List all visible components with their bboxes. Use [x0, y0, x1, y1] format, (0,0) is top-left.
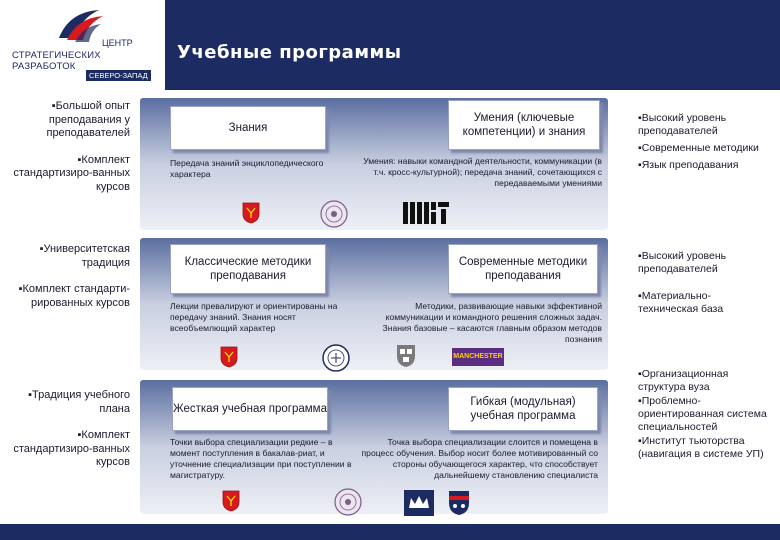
desc-modern-methods: Методики, развивающие навыки эффективной коммуникации и командного решения сложных задач. Знания базовые – касаются главным образом методов познания [382, 301, 602, 344]
page-title: Учебные программы [177, 42, 402, 63]
spbgu-crest-icon [242, 202, 260, 224]
harvard-shield-icon [396, 344, 416, 368]
university-seal-icon [334, 488, 362, 516]
left-cell-2 [0, 243, 134, 323]
spbgu-crest-icon [222, 490, 240, 512]
right-item: ▪Современные методики [638, 142, 759, 154]
footer-bar [0, 524, 780, 540]
right-cell-1 [638, 112, 768, 176]
left-item: ▪Традиция учебного плана [28, 389, 130, 415]
header [165, 0, 780, 90]
card-flexible-program: Гибкая (модульная) учебная программа [448, 387, 598, 431]
right-cell-2 [638, 250, 768, 320]
logo-center-label: ЦЕНТР [102, 38, 133, 48]
desc-flexible-program: Точка выбора специализации слоится и помещена в процесс обучения. Выбор носит более мотивированный со стороны обучающегося характер, что способствует дальнейшему становлению специалиста [361, 437, 598, 480]
flag-icon [55, 8, 105, 48]
manchester-logo-icon: MANCHESTER [452, 348, 504, 366]
right-item: ▪Институт тьюторства (навигация в системе УП) [638, 435, 764, 460]
left-item: ▪Комплект стандартизиро-ванных курсов [13, 153, 130, 193]
card-knowledge: Знания [170, 106, 326, 150]
right-item: ▪Высокий уровень преподавателей [638, 112, 727, 137]
penn-shield-icon [448, 490, 470, 516]
desc-rigid-program: Точки выбора специализации редкие – в момент поступления в бакалав-риат, и уточнение специализации при поступлении в магистратуру. [170, 437, 352, 480]
mit-logo-icon [402, 200, 450, 226]
logo-name: СТРАТЕГИЧЕСКИХ РАЗРАБОТОК [12, 50, 101, 72]
spbgu-crest-icon [220, 346, 238, 368]
logo [0, 0, 165, 90]
desc-classic-methods: Лекции превалируют и ориентированы на передачу знаний. Знания носят всеобъемлющий характер [170, 301, 338, 333]
right-item: ▪Язык преподавания [638, 159, 739, 171]
left-item: ▪Университетская традиция [39, 243, 130, 269]
card-rigid-program: Жесткая учебная программа [172, 387, 328, 431]
logo-tagline: СЕВЕРО-ЗАПАД [86, 70, 151, 81]
right-item: ▪Материально-техническая база [638, 290, 724, 315]
right-cell-3 [638, 368, 768, 462]
right-item: ▪Проблемно-ориентированная система специальностей [638, 395, 767, 433]
left-item: ▪Комплект стандарти-рированных курсов [18, 283, 130, 309]
desc-skills: Умения: навыки командной деятельности, коммуникации (в т.ч. кросс-культурной); передача знаний, сочетающихся с передаваемыми умениями [363, 156, 602, 188]
university-seal-icon [320, 200, 348, 228]
card-modern-methods: Современные методики преподавания [448, 244, 598, 294]
right-item: ▪Организационная структура вуза [638, 368, 729, 393]
card-classic-methods: Классические методики преподавания [170, 244, 326, 294]
left-item: ▪Комплект стандартизиро-ванных курсов [13, 429, 130, 468]
right-item: ▪Высокий уровень преподавателей [638, 250, 727, 275]
left-cell-3 [0, 389, 134, 483]
left-item: ▪Большой опыт преподавания у преподавателей [46, 100, 130, 139]
card-skills: Умения (ключевые компетенции) и знания [448, 100, 600, 150]
columbia-crown-icon [404, 490, 434, 516]
university-seal-icon [322, 344, 350, 372]
desc-knowledge: Передача знаний энциклопедического характера [170, 158, 324, 179]
left-cell-1 [0, 100, 134, 207]
